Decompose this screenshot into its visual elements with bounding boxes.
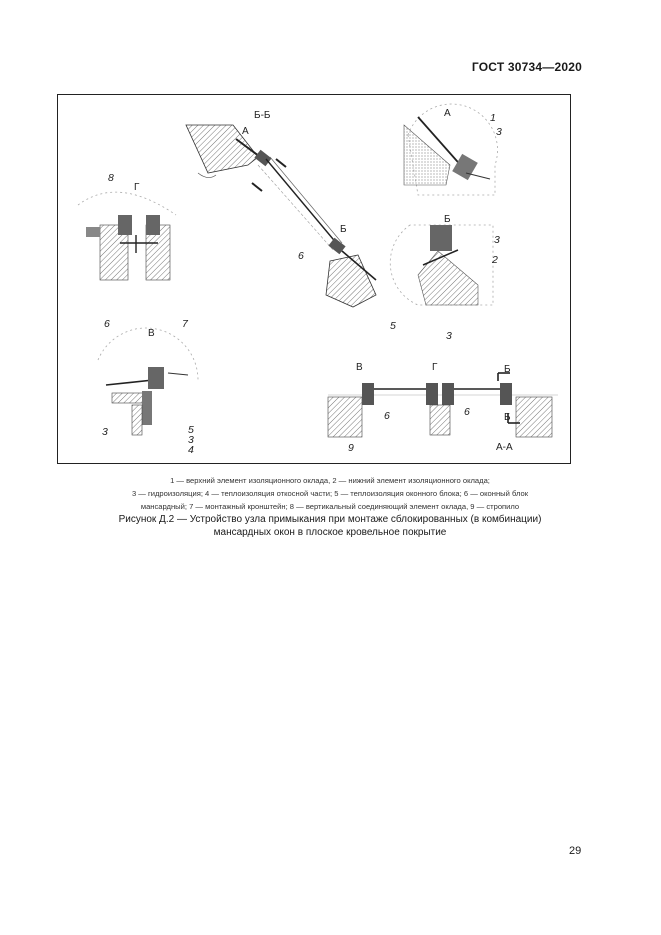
callout-2: 2 (492, 254, 498, 266)
page-number: 29 (569, 845, 582, 857)
callout-1: 1 (490, 112, 496, 124)
callout-3a: 3 (496, 126, 502, 138)
label-section-aa: А-А (496, 442, 513, 453)
document-id: ГОСТ 30734—2020 (471, 60, 582, 74)
label-view-b: Б (444, 214, 451, 225)
figure-legend (60, 474, 600, 513)
label-view-v: В (148, 328, 155, 339)
caption-line-2: мансардных окон в плоское кровельное покрытие (213, 527, 447, 538)
label-bottom-g: Г (432, 362, 438, 373)
callout-6b: 6 (104, 318, 110, 330)
callout-9: 9 (348, 442, 354, 454)
callout-6a: 6 (298, 250, 304, 262)
callout-7: 7 (182, 318, 188, 330)
callout-3e: 3 (188, 434, 194, 446)
detail-g (78, 192, 176, 280)
callout-3b: 3 (494, 234, 500, 246)
callout-8: 8 (108, 172, 114, 184)
callout-5a: 5 (390, 320, 396, 332)
label-cut-b: Б (340, 224, 347, 235)
label-view-g: Г (134, 182, 140, 193)
callout-4: 4 (188, 444, 194, 456)
label-bottom-b2: Б (504, 412, 511, 423)
detail-v (98, 328, 198, 438)
section-aa (328, 373, 558, 437)
legend-line-3: мансардный; 7 — монтажный кронштейн; 8 — вертикальный соединяющий элемент оклада, 9 — стропило (140, 502, 520, 511)
caption-line-1: Рисунок Д.2 — Устройство узла примыкания при монтаже сблокированных (в комбинации) (118, 514, 542, 525)
technical-drawing (58, 95, 571, 464)
detail-b (390, 225, 493, 305)
label-cut-a: А (242, 126, 249, 137)
label-section-bb: Б-Б (254, 110, 271, 121)
main-section-bb (186, 125, 376, 307)
label-bottom-v: В (356, 362, 363, 373)
figure-drawing (57, 94, 571, 464)
callout-6d: 6 (464, 406, 470, 418)
label-bottom-b: Б (504, 364, 511, 375)
callout-6c: 6 (384, 410, 390, 422)
legend-line-2: 3 — гидроизоляция; 4 — теплоизоляция откосной части; 5 — теплоизоляция оконного блока; 6 — оконный блок (131, 489, 529, 498)
legend-line-1: 1 — верхний элемент изоляционного оклада, 2 — нижний элемент изоляционного оклада; (170, 476, 490, 485)
callout-5b: 5 (188, 424, 194, 436)
figure-caption (60, 513, 600, 539)
label-view-a: А (444, 108, 451, 119)
callout-3d: 3 (102, 426, 108, 438)
callout-3c: 3 (446, 330, 452, 342)
